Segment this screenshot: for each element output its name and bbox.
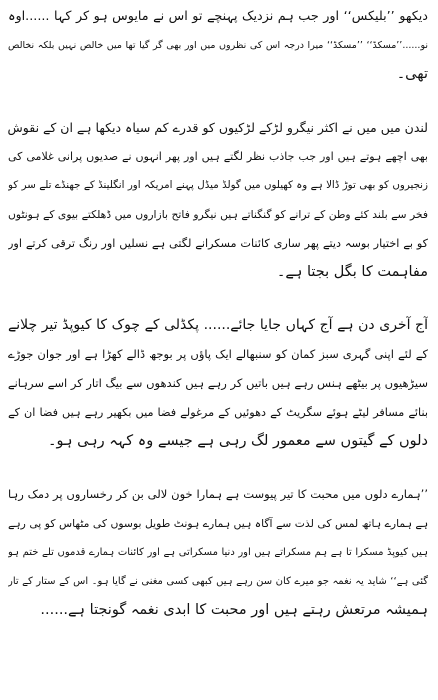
text-line: ’’ہمارے دلوں میں محبت کا تیر پیوست ہے ہمارا خون لالی بن کر رخساروں پر دمک رہا [8, 487, 428, 501]
text-line: سیڑھیوں پر بیٹھے ہنس رہے ہیں باتیں کر رہے ہیں کندھوں سے بیگ اتار کر اسے سرہانے [8, 376, 428, 390]
text-line: ہے ہمارے ہاتھ لمس کی لذت سے آگاہ ہیں ہمارے ہونٹ طویل بوسوں کی مٹھاس کو پی رہے [8, 517, 428, 530]
text-line: لندن میں میں نے اکثر نیگرو لڑکے لڑکیوں کو قدرے کم سیاہ دیکھا ہے ان کے نقوش [8, 120, 428, 135]
text-line: کے لئے اپنی گہری سبز کمان کو سنبھالے ایک پاؤں پر بوجھ ڈالے کھڑا ہے اور جوان جوڑے [8, 347, 428, 361]
text-line: بھی اچھے ہوتے ہیں اور جب جاذب نظر لگتے ہیں اور پھر انہوں نے صدیوں پرانی غلامی کی [8, 150, 428, 163]
text-line: بنائے مسافر لیٹے ہوئے سگریٹ کے دھوئیں کے مرغولے فضا میں بکھیر رہے ہیں فضا ان کے [8, 406, 428, 419]
paragraph-2 [8, 113, 428, 287]
text-line: فخر سے بلند کئے وطن کے ترانے کو گنگناتے ہیں نیگرو فاتح بازاروں میں ڈھلکتے بیوی کے ہونٹوں [8, 208, 428, 221]
text-line: نو......’’مسکڈ‘‘ ’’مسکڈ‘‘ میرا درجہ اس کی نظروں میں اور بھی گر گیا تھا میں خالص نہیں بلکہ نخالص [8, 40, 428, 51]
text-line: مفاہمت کا بگل بجتا ہے۔ [276, 264, 428, 280]
text-line: دلوں کے گیتوں سے معمور لگ رہی ہے جیسے وہ کہہ رہی ہو۔ [47, 433, 428, 449]
paragraph-gap [8, 456, 428, 480]
paragraph-1 [8, 2, 428, 89]
paragraph-3 [8, 311, 428, 456]
text-line: زنجیروں کو بھی توڑ ڈالا ہے وہ کھیلوں میں گولڈ میڈل پہنے امریکہ اور انگلینڈ کے جھنڈے تلے سر کو [8, 179, 428, 191]
paragraph-gap [8, 287, 428, 311]
text-line: آج آخری دن ہے آج کہاں جایا جائے...... پکڈلی کے چوک کا کیوپڈ تیر چلانے [8, 317, 428, 333]
text-line: گئی ہے‘‘ شاید یہ نغمہ جو میرے کان سن رہے ہیں کبھی کسی مغنی نے گایا ہو۔ اس کے ستار کے تار [8, 576, 428, 587]
text-line: تھی۔ [396, 66, 428, 82]
paragraph-gap [8, 89, 428, 113]
text-line: ہیں کیوپڈ مسکرا تا ہے ہم مسکراتے ہیں اور دنیا مسکراتی ہے اور کائنات ہمارے قدموں تلے ختم ہو [8, 547, 428, 558]
text-line: کو بے اختیار بوسہ دیتے پھر ساری کائنات مسکرانے لگتی ہے نسلیں اور رنگ ترقی کرتے اور [8, 237, 428, 250]
text-line: ہمیشہ مرتعش رہتے ہیں اور محبت کا ابدی نغمہ گونجتا ہے...... [40, 602, 428, 618]
text-line: دیکھو ’’بلیکس‘‘ اور جب ہم نزدیک پہنچے تو اس نے مایوس ہو کر کہا ......اوہ [8, 9, 428, 24]
paragraph-4 [8, 480, 428, 625]
